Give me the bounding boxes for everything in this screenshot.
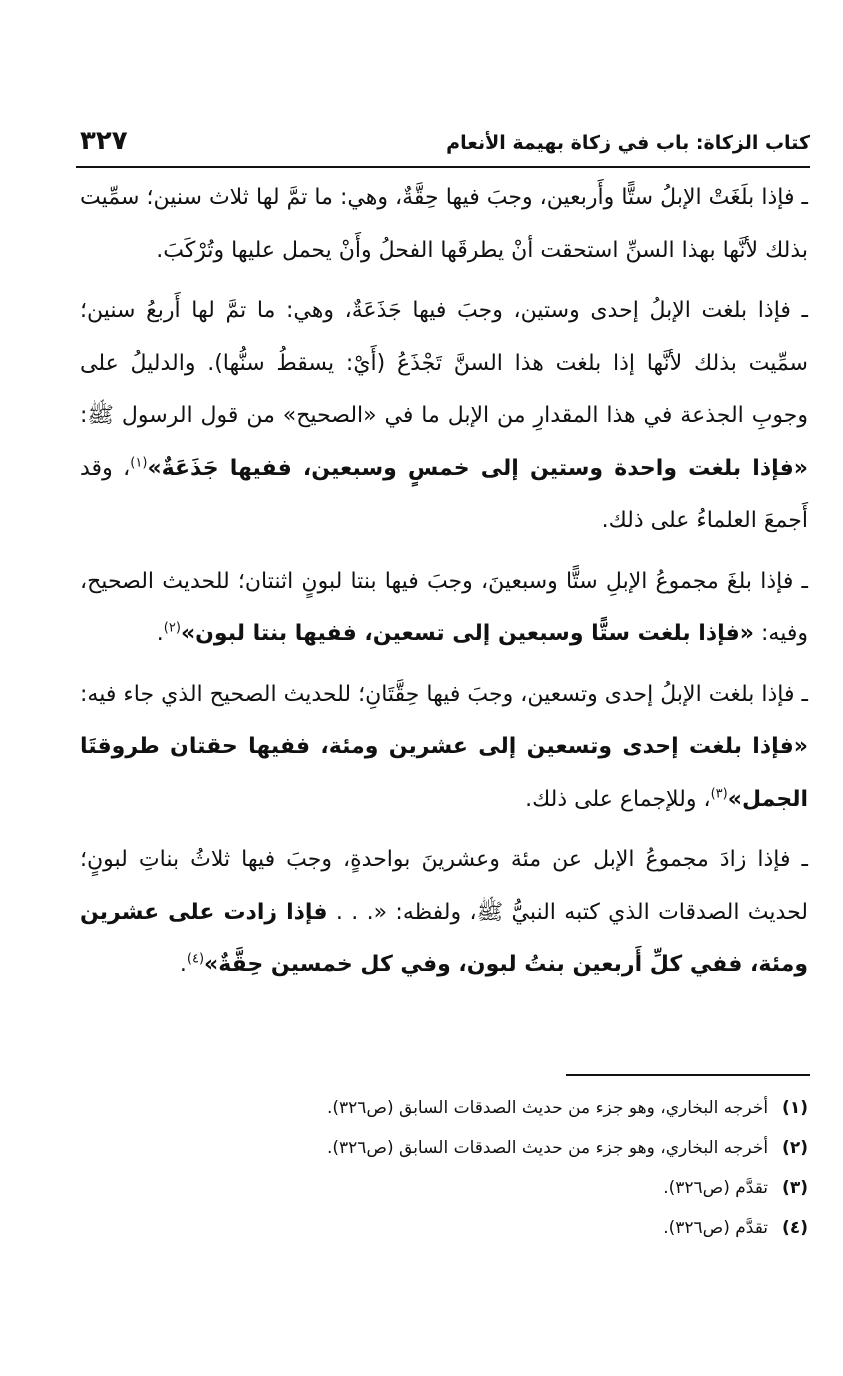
footnote-item: [80, 1088, 808, 1128]
hadith-quote: «فإذا بلغت إحدى وتسعين إلى عشرين ومئة، ففيها حقتان طروقتَا الجمل»: [80, 734, 808, 812]
paragraph-over-120: [80, 834, 808, 992]
paragraph-hiqqa: [80, 172, 808, 277]
footnote-text: أخرجه البخاري، وهو جزء من حديث الصدقات السابق (ص٣٢٦).: [326, 1138, 769, 1158]
paragraph-text: ـ فإذا بلَغَتْ الإبلُ ستًّا وأَربعين، وجبَ فيها حِقَّةٌ، وهي: ما تمَّ لها ثلاث سنين؛ سمِّيت بذلك لأنَّها بهذا السنِّ استحقت أنْ يطرقَها الفحلُ وأَنْ يحمل عليها وتُرْكَبَ.: [80, 185, 808, 263]
footnote-item: [80, 1208, 808, 1248]
paragraph-text: ـ فإذا بلغت الإبلُ إحدى وتسعين، وجبَ فيها حِقَّتَانِ؛ للحديث الصحيح الذي جاء فيه:: [80, 681, 808, 707]
footnote-text: تقدَّم (ص٣٢٦).: [663, 1178, 769, 1198]
paragraph-text: ـ فإذا زادَ مجموعُ الإبل عن مئة وعشرينَ بواحدةٍ، وجبَ فيها ثلاثُ بناتِ لبونٍ؛ لحديث الصدقات الذي كتبه النبيُّ ﷺ، ولفظه: «. . .: [80, 847, 808, 925]
paragraph-hiqqatan: [80, 669, 808, 827]
footnote-item: [80, 1168, 808, 1208]
body-text: [80, 172, 808, 1000]
page-number: ٣٢٧: [80, 126, 128, 156]
paragraph-text: .: [156, 621, 164, 646]
header-rule: [76, 166, 810, 168]
footnote-number: (٤): [782, 1218, 808, 1238]
footnote-number: (٣): [782, 1178, 808, 1198]
footnote-rule: [566, 1074, 810, 1076]
footnotes: [80, 1088, 808, 1248]
paragraph-text: ـ فإذا بلغَ مجموعُ الإبلِ ستًّا وسبعينَ، وجبَ فيها بنتا لبونٍ اثنتان؛ للحديث الصحيح، وفيه:: [80, 568, 808, 646]
footnote-marker: (١): [130, 455, 148, 471]
paragraph-text: ، وقد أَجمعَ العلماءُ على ذلك.: [80, 455, 808, 533]
footnote-number: (٢): [782, 1138, 808, 1158]
paragraph-text: ، وللإجماع على ذلك.: [525, 786, 711, 812]
running-title: كتاب الزكاة: باب في زكاة بهيمة الأنعام: [446, 132, 810, 154]
hadith-quote: فإذا زادت على عشرين ومئة، ففي كلِّ أَربعين بنتُ لبون، وفي كل خمسين حِقَّةٌ»: [80, 899, 808, 977]
paragraph-jadhaa: [80, 285, 808, 548]
paragraph-bint-labun: [80, 556, 808, 661]
page-header: [80, 124, 810, 164]
footnote-marker: (٤): [186, 951, 205, 967]
footnote-number: (١): [782, 1098, 808, 1118]
footnote-marker: (٢): [163, 620, 181, 636]
paragraph-text: .: [179, 952, 187, 977]
footnote-marker: (٣): [710, 786, 728, 802]
footnote-text: أخرجه البخاري، وهو جزء من حديث الصدقات السابق (ص٣٢٦).: [326, 1098, 769, 1118]
hadith-quote: «فإذا بلغت واحدة وستين إلى خمسٍ وسبعين، ففيها جَذَعَةٌ»: [147, 455, 808, 481]
footnote-item: [80, 1128, 808, 1168]
hadith-quote: «فإذا بلغت ستًّا وسبعين إلى تسعين، ففيها بنتا لبون»: [180, 621, 755, 646]
paragraph-text: ـ فإذا بلغت الإبلُ إحدى وستين، وجبَ فيها جَذَعَةٌ، وهي: ما تمَّ لها أَربعُ سنين؛ سمِّيت بذلك لأنَّها إذا بلغت هذا السنَّ تَجْذَعُ (أَيْ: يسقطُ سنُّها). والدليلُ على وجوبِ الجذعة في هذا المقدارِ من الإبل ما في «الصحيح» من قول الرسول ﷺ:: [80, 298, 808, 428]
footnote-text: تقدَّم (ص٣٢٦).: [663, 1218, 769, 1238]
